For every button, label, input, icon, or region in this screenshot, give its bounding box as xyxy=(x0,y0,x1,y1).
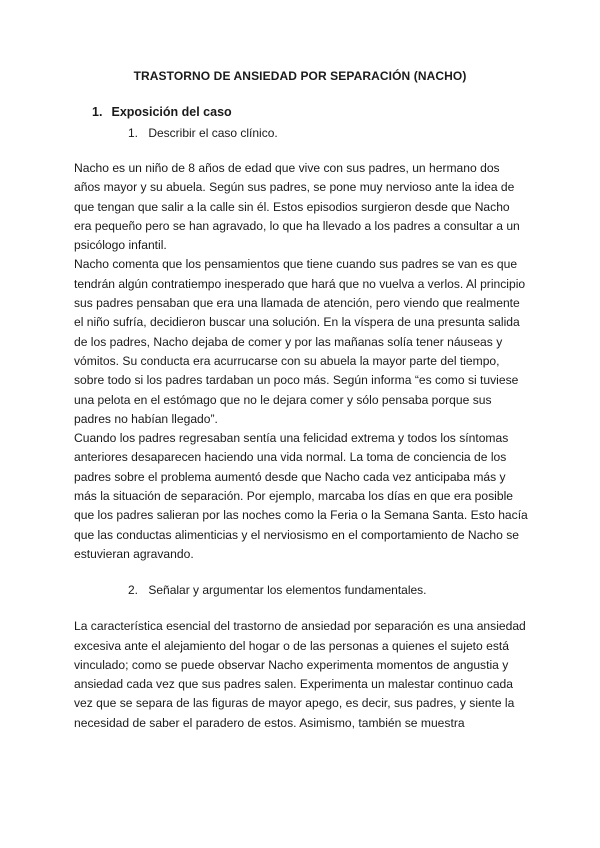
text-line: que las conductas alimenticias y el nerviosismo en el comportamiento de Nacho se xyxy=(74,527,520,542)
text-line: excesiva ante el alejamiento del hogar o de las personas a quienes el sujeto está xyxy=(74,638,509,653)
text-line: ansiedad cada vez que sus padres salen. Experimenta un malestar continuo cada xyxy=(74,677,514,692)
text-line: vez que se separa de las figuras de mayor apego, es decir, sus padres, y siente la xyxy=(74,696,515,711)
text-line: padres sobre el problema aumentó desde que Nacho cada vez anticipaba más y xyxy=(74,469,506,484)
subsection-number: 1. xyxy=(128,126,139,140)
subsection-number: 2. xyxy=(128,583,139,598)
text-line: que tengan que salir a la calle sin él. Estos episodios surgieron desde que Nacho xyxy=(74,199,510,214)
text-line: el niño sufría, decidieron buscar una solución. En la víspera de una presunta salida xyxy=(74,315,520,330)
text-line: estuvieran agravando. xyxy=(74,546,194,561)
fundamental-elements-block xyxy=(74,617,534,733)
text-line: de los padres, Nacho dejaba de comer y por las mañanas solía tener náuseas y xyxy=(74,334,503,349)
text-line: necesidad de saber el paradero de estos. Asimismo, también se muestra xyxy=(74,715,465,730)
text-line: años mayor y su abuela. Según sus padres, se pone muy nervioso ante la idea de xyxy=(74,180,515,195)
text-line: era pequeño pero se han agravado, lo que ha llevado a los padres a consultar a un xyxy=(74,218,520,233)
text-line: padres no habían llegado”. xyxy=(74,411,218,426)
text-line: psicólogo infantil. xyxy=(74,238,167,253)
text-line: anteriores desaparecen haciendo una vida normal. La toma de conciencia de los xyxy=(74,450,507,465)
document-title: TRASTORNO DE ANSIEDAD POR SEPARACIÓN (NACHO) xyxy=(133,69,467,83)
text-line: tendrán algún contratiempo inesperado que hará que no vuelva a verlos. Al principio xyxy=(74,276,526,291)
subsection-heading-senalar xyxy=(128,583,427,597)
text-line: una pelota en el estómago que no le dejara comer y sólo pensaba porque sus xyxy=(74,392,492,407)
section-heading-exposicion xyxy=(92,105,232,119)
text-line: Cuando los padres regresaban sentía una felicidad extrema y todos los síntomas xyxy=(74,431,509,446)
text-line: vinculado; como se puede observar Nacho experimenta momentos de angustia y xyxy=(74,657,509,672)
text-line: sobre todo si los padres tardaban un poco más. Según informa “es como si tuviese xyxy=(74,373,519,388)
section-number: 1. xyxy=(92,105,103,119)
subsection-heading-text: Señalar y argumentar los elementos fundamentales. xyxy=(148,583,427,598)
subsection-heading-text: Describir el caso clínico. xyxy=(148,126,278,140)
text-line: que los padres salieran por las noches como la Feria o la Semana Santa. Esto hacía xyxy=(74,508,528,523)
text-line: Nacho es un niño de 8 años de edad que vive con sus padres, un hermano dos xyxy=(74,161,500,175)
text-line: vómitos. Su conducta era acurrucarse con su abuela la mayor parte del tiempo, xyxy=(74,353,500,368)
text-line: Nacho comenta que los pensamientos que tiene cuando sus padres se van es que xyxy=(74,257,518,272)
text-line: La característica esencial del trastorno de ansiedad por separación es una ansiedad xyxy=(74,619,526,634)
text-line: más la situación de separación. Por ejemplo, marcaba los días en que era posible xyxy=(74,489,513,504)
subsection-heading-describir xyxy=(128,126,278,140)
section-heading-text: Exposición del caso xyxy=(111,105,232,119)
text-line: sus padres pensaban que era una llamada de atención, pero viendo que realmente xyxy=(74,296,520,311)
case-description-block xyxy=(74,159,534,564)
